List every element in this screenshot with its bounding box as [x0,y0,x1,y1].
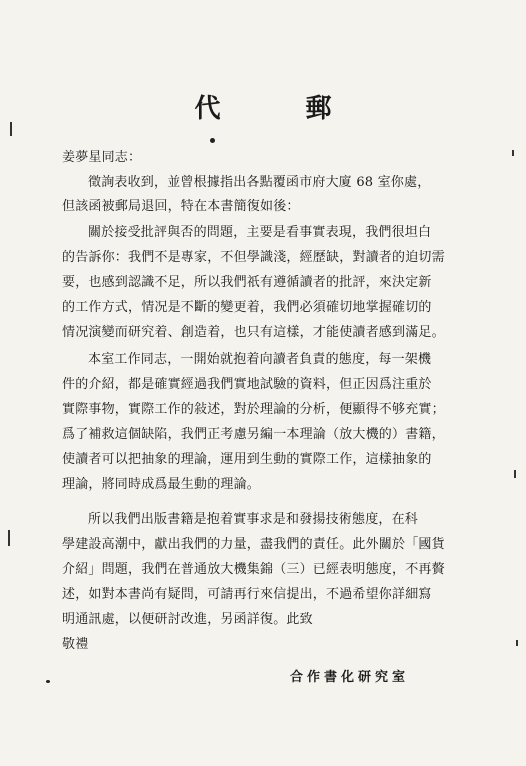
scan-speck [46,680,50,683]
text-line-10: 實際事物，實際工作的敍述，對於理論的分析，便顯得不够充實； [62,402,445,417]
text-line-13: 理論，將同時成爲最生動的理論。 [62,477,261,492]
salutation: 姜夢星同志： [62,150,142,165]
text-line-2: 但該函被郵局退回，特在本書簡復如後： [62,199,300,214]
signature: 合作書化研究室 [290,670,410,685]
text-line-19: 敬禮 [62,637,89,652]
text-line-16: 介紹」問題，我們在普通放大機集錦（三）已經表明態度，不再贅 [62,562,445,577]
text-line-14: 所以我們出版書籍是抱着實事求是和發揚技術態度，在科 [88,512,419,527]
page-title: 代 郵 [194,94,370,124]
text-line-8: 本室工作同志，一開始就抱着向讀者負責的態度，每一架機 [88,352,432,367]
text-line-18: 明通訊處，以便研討改進，另函詳復。此致 [62,612,313,627]
text-line-12: 使讀者可以把抽象的理論，運用到生動的實際工作，這樣抽象的 [62,452,432,467]
text-line-7: 情况演變而研究着、創造着，也只有這樣，才能使讀者感到滿足。 [62,325,445,340]
margin-mark [512,150,514,156]
text-line-11: 爲了補救這個缺陷，我們正考慮另編一本理論（放大機的）書籍， [62,427,445,442]
text-line-5: 要，也感到認識不足，所以我們祇有遵循讀者的批評，來決定新 [62,275,432,290]
margin-mark [8,530,10,546]
text-line-1: 徵詢表收到，並曾根據指出各點覆函市府大廈 68 室你處， [88,175,431,190]
margin-mark [514,470,516,478]
text-line-4: 的告訴你：我們不是專家，不但學識淺，經歷缺，對讀者的迫切需 [62,250,445,265]
margin-mark [10,122,12,136]
margin-mark [516,640,518,646]
text-line-9: 件的介紹，都是確實經過我們實地試驗的資料，但正因爲注重於 [62,377,432,392]
scan-speck [210,138,215,143]
text-line-17: 述，如對本書尚有疑問，可請再行來信提出，不過希望你詳細寫 [62,587,432,602]
text-line-6: 的工作方式，情况是不斷的變更着，我們必須確切地掌握確切的 [62,300,432,315]
text-line-15: 學建設高潮中，獻出我們的力量，盡我們的責任。此外關於「國貨 [62,537,445,552]
text-line-3: 關於接受批評與否的問題，主要是看事實表現，我們很坦白 [88,225,432,240]
